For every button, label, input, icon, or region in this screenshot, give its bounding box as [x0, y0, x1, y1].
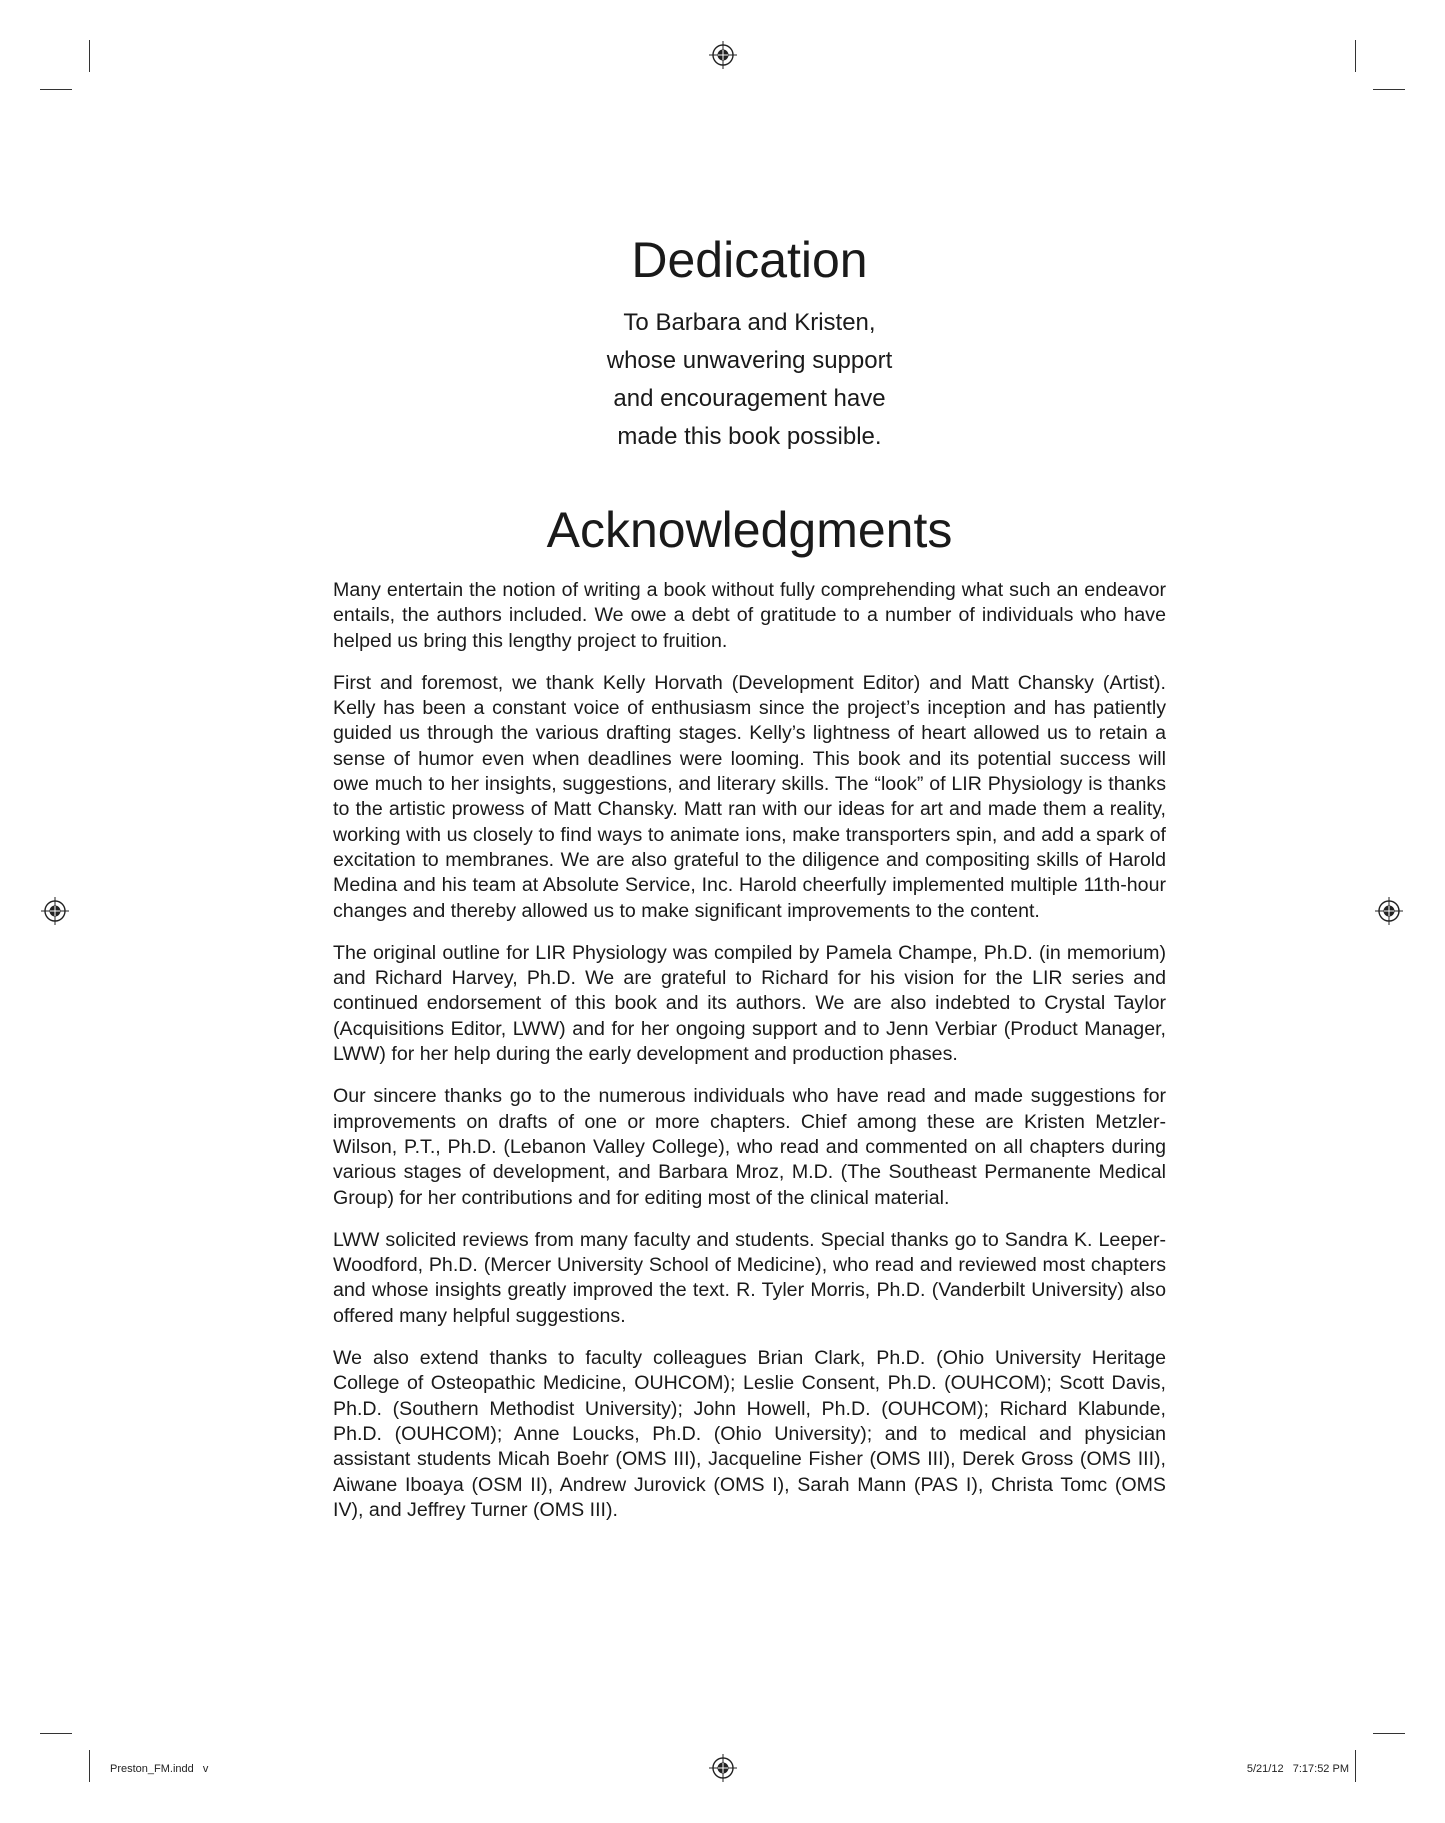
registration-mark-icon — [1374, 896, 1404, 926]
crop-mark — [1373, 1733, 1405, 1734]
acknowledgments-title: Acknowledgments — [546, 502, 953, 558]
crop-mark — [89, 40, 90, 72]
acknowledgments-paragraph: First and foremost, we thank Kelly Horvath (Development Editor) and Matt Chansky (Artist). Kelly has been a constant voice of enthusiasm since the project’s inception and has patiently guided us through the various drafting stages. Kelly’s lightness of heart allowed us to retain a sense of humor even when deadlines were looming. This book and its potential success will owe much to her insights, suggestions, and literary skills. The “look” of LIR Physiology is thanks to the artistic prowess of Matt Chansky. Matt ran with our ideas for art and made them a reality, working with us closely to find ways to animate ions, make transporters spin, and add a spark of excitation to membranes. We are also grateful to the diligence and compositing skills of Harold Medina and his team at Absolute Service, Inc. Harold cheerfully implemented multiple 11th-hour changes and thereby allowed us to make significant improvements to the content. — [333, 671, 1166, 922]
crop-mark — [1355, 1750, 1356, 1782]
footer-filename: Preston_FM.indd v — [110, 1763, 209, 1775]
registration-mark-icon — [40, 896, 70, 926]
page-content — [333, 226, 1166, 1540]
dedication-line: and encouragement have — [613, 385, 886, 412]
acknowledgments-paragraph: The original outline for LIR Physiology was compiled by Pamela Champe, Ph.D. (in memorium) and Richard Harvey, Ph.D. We are grateful to Richard for his vision for the LIR series and continued endorsement of this book and its authors. We are also indebted to Crystal Taylor (Acquisitions Editor, LWW) and for her ongoing support and to Jenn Verbiar (Product Manager, LWW) for her help during the early development and production phases. — [333, 941, 1166, 1066]
crop-mark — [1355, 40, 1356, 72]
crop-mark — [40, 1733, 72, 1734]
dedication-title: Dedication — [631, 232, 868, 288]
dedication-line: whose unwavering support — [606, 347, 893, 374]
crop-mark — [40, 89, 72, 90]
dedication-text — [333, 304, 1166, 456]
crop-mark — [1373, 89, 1405, 90]
acknowledgments-paragraph: Our sincere thanks go to the numerous individuals who have read and made suggestions for improvements on drafts of one or more chapters. Chief among these are Kristen Metzler-Wilson, P.T., Ph.D. (Lebanon Valley College), who read and commented on all chapters during various stages of development, and Barbara Mroz, M.D. (The Southeast Permanente Medical Group) for her contributions and for editing most of the clinical material. — [333, 1085, 1166, 1209]
acknowledgments-paragraph: LWW solicited reviews from many faculty and students. Special thanks go to Sandra K. Leeper-Woodford, Ph.D. (Mercer University School of Medicine), who read and reviewed most chapters and whose insights greatly improved the text. R. Tyler Morris, Ph.D. (Vanderbilt University) also offered many helpful suggestions. — [333, 1228, 1166, 1327]
footer-timestamp: 5/21/12 7:17:52 PM — [1246, 1763, 1349, 1775]
crop-mark — [89, 1750, 90, 1782]
registration-mark-icon — [708, 40, 738, 70]
dedication-line: To Barbara and Kristen, — [623, 309, 876, 336]
registration-mark-icon — [708, 1753, 738, 1783]
acknowledgments-paragraph: Many entertain the notion of writing a book without fully comprehending what such an endeavor entails, the authors included. We owe a debt of gratitude to a number of individuals who have helped us bring this lengthy project to fruition. — [333, 579, 1166, 652]
acknowledgments-paragraph: We also extend thanks to faculty colleagues Brian Clark, Ph.D. (Ohio University Heritage College of Osteopathic Medicine, OUHCOM); Leslie Consent, Ph.D. (OUHCOM); Scott Davis, Ph.D. (Southern Methodist University); John Howell, Ph.D. (OUHCOM); Richard Klabunde, Ph.D. (OUHCOM); Anne Loucks, Ph.D. (Ohio University); and to medical and physician assistant students Micah Boehr (OMS III), Jacqueline Fisher (OMS III), Derek Gross (OMS III), Aiwane Iboaya (OSM II), Andrew Jurovick (OMS I), Sarah Mann (PAS I), Christa Tomc (OMS IV), and Jeffrey Turner (OMS III). — [333, 1347, 1166, 1521]
dedication-line: made this book possible. — [617, 423, 882, 450]
acknowledgments-body — [333, 578, 1166, 1523]
